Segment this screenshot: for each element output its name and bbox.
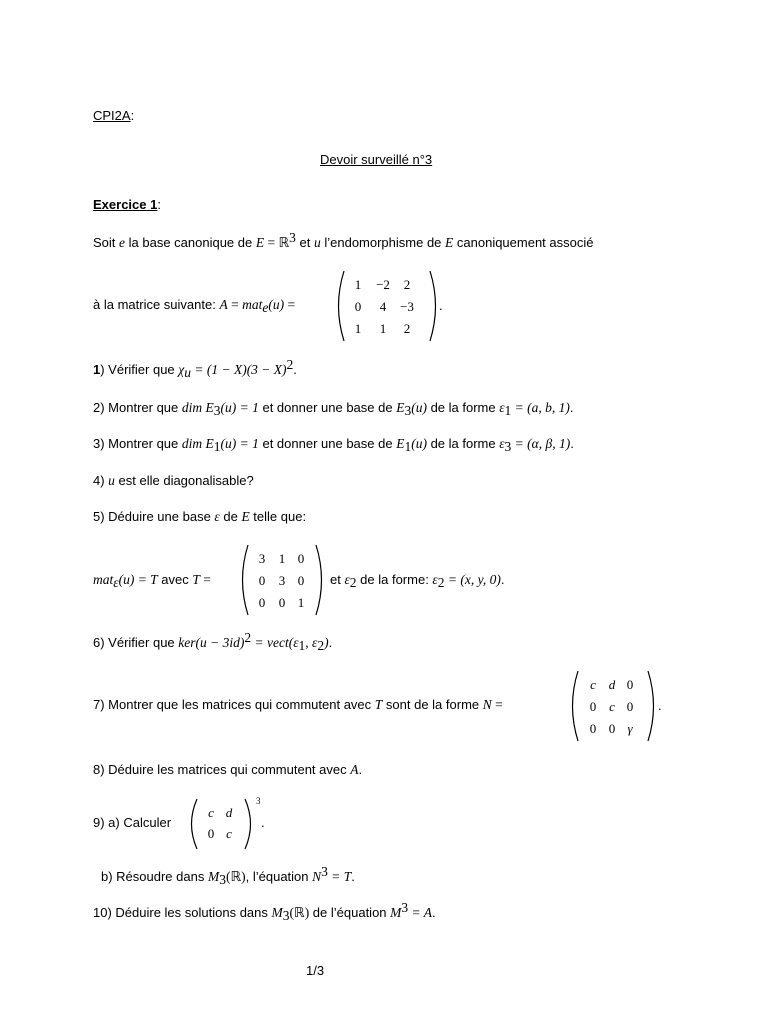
matrix-cell: 1 <box>379 321 387 336</box>
matrix-cell: 3 <box>258 551 266 566</box>
matrix-cell: 0 <box>589 721 597 736</box>
math: = <box>284 297 296 312</box>
text: 8) Déduire les matrices qui commutent avec <box>93 762 351 777</box>
math: = (α, β, 1) <box>511 436 571 451</box>
math: u <box>313 235 321 250</box>
right-parenthesis <box>316 545 322 615</box>
math: = A <box>408 905 433 920</box>
page-title <box>320 152 432 168</box>
question-3 <box>93 436 574 452</box>
math: N <box>482 697 492 712</box>
math: χ <box>178 362 185 377</box>
text: l’endomorphisme de <box>320 235 446 250</box>
math: (u) <box>411 436 427 451</box>
text: et <box>295 235 314 250</box>
math-sub: 1 <box>504 403 512 418</box>
text: et <box>330 572 345 587</box>
text: . <box>500 572 505 587</box>
math: M <box>271 905 283 920</box>
matrix-cell: 0 <box>626 677 634 692</box>
matrix-cell: −3 <box>400 299 414 314</box>
question-1 <box>93 357 297 380</box>
question-9a <box>93 815 171 831</box>
matrix-cell: c <box>226 826 232 841</box>
matrix-cell: c <box>590 677 596 692</box>
question-5-epsilon-form <box>330 572 504 588</box>
matrix-cell: 0 <box>608 721 616 736</box>
text: est elle diagonalisable? <box>114 473 254 488</box>
matrix-cell: 0 <box>258 595 266 610</box>
text: . <box>328 635 333 650</box>
math: (u) = 1 <box>220 400 259 415</box>
matrix-cell: 0 <box>589 699 597 714</box>
left-parenthesis <box>243 545 249 615</box>
math-sub: 2 <box>349 575 357 590</box>
matrix-n-period: . <box>658 698 662 713</box>
math: e <box>119 235 126 250</box>
text: 9) a) Calculer <box>93 815 172 830</box>
math: T <box>192 572 200 587</box>
question-9b <box>101 864 355 887</box>
math: ε <box>499 400 505 415</box>
matrix-cell: 4 <box>379 299 387 314</box>
question-4 <box>93 473 254 489</box>
text: Soit <box>93 235 120 250</box>
course-label: CPI2A: <box>93 108 135 123</box>
math-sub: 2 <box>317 638 325 653</box>
matrix-cell: −2 <box>376 277 390 292</box>
matrix-cell: 1 <box>278 551 286 566</box>
math: E <box>396 400 405 415</box>
math: = ℝ <box>264 235 290 250</box>
matrix-a-period: . <box>439 298 443 313</box>
math: dim E <box>181 400 214 415</box>
text: de la forme <box>426 400 500 415</box>
math: E <box>255 235 265 250</box>
math: ε <box>344 572 350 587</box>
math-sub: e <box>262 300 269 315</box>
math: = T <box>327 869 352 884</box>
left-parenthesis <box>573 671 579 741</box>
math: E <box>396 436 405 451</box>
math: (u) <box>411 400 427 415</box>
math-sub: 1 <box>213 439 221 454</box>
exercise-heading-text: Exercice 1 <box>93 197 158 212</box>
math-sub: 3 <box>404 403 412 418</box>
question-9a-period: . <box>261 815 265 830</box>
text: avec <box>157 572 193 587</box>
text: et donner une base de <box>258 400 397 415</box>
question-7 <box>93 697 503 713</box>
math: (u) = T <box>118 572 158 587</box>
text: . <box>358 762 363 777</box>
left-parenthesis <box>339 271 345 341</box>
math: (u) <box>268 297 285 312</box>
matrix-n <box>568 670 658 742</box>
course-name: CPI2A <box>93 108 131 123</box>
right-parenthesis <box>245 799 251 849</box>
math: M <box>207 869 220 884</box>
matrix-cell: d <box>225 805 233 820</box>
math: T <box>374 697 383 712</box>
page-number: 1/3 <box>306 963 325 978</box>
text: de la forme <box>426 436 500 451</box>
math-sup: 2 <box>286 357 294 372</box>
text: . <box>570 436 574 451</box>
math: = (x, y, 0) <box>444 572 501 587</box>
math: M <box>390 905 402 920</box>
text: . <box>293 362 297 377</box>
matrix-t <box>238 544 326 616</box>
right-parenthesis <box>430 271 436 341</box>
math: = vect(ε <box>251 635 299 650</box>
question-5-equation <box>93 572 211 588</box>
math: = (1 − X)(3 − X) <box>190 362 287 377</box>
math: E <box>445 235 454 250</box>
math: = <box>199 572 211 587</box>
matrix-cd <box>187 798 255 850</box>
exercise-heading: Exercice 1: <box>93 197 161 212</box>
matrix-cell: 0 <box>297 573 305 588</box>
matrix-cell: γ <box>627 721 633 736</box>
text: canoniquement associé <box>453 235 594 250</box>
math: (ℝ) <box>225 869 246 884</box>
text: la base canonique de <box>125 235 256 250</box>
text: ) Vérifier que <box>100 362 179 377</box>
text: . <box>432 905 436 920</box>
question-10 <box>93 900 436 923</box>
text: telle que: <box>249 509 307 524</box>
math: mat <box>93 572 114 587</box>
text: à la matrice suivante: <box>93 297 220 312</box>
math: dim E <box>181 436 214 451</box>
math-sub: 3 <box>219 872 226 887</box>
math-sup: 3 <box>321 864 328 879</box>
math: , ε <box>305 635 318 650</box>
text: de <box>219 509 242 524</box>
math: = <box>227 297 243 312</box>
text: 6) Vérifier que <box>93 635 179 650</box>
text: . <box>569 400 574 415</box>
matrix-a <box>334 270 440 342</box>
matrix-cell: 1 <box>297 595 305 610</box>
right-parenthesis <box>648 671 654 741</box>
question-6 <box>93 630 333 653</box>
matrix-cell: c <box>208 805 214 820</box>
question-5 <box>93 509 306 525</box>
text: 10) Déduire les solutions dans <box>93 905 272 920</box>
matrix-cell: 1 <box>354 321 362 336</box>
math-sub: u <box>184 365 191 380</box>
matrix-cell: 0 <box>207 826 215 841</box>
math: (u) = 1 <box>220 436 259 451</box>
question-2 <box>93 400 574 416</box>
text: 7) Montrer que les matrices qui commutent avec <box>93 697 375 712</box>
question-8 <box>93 762 362 778</box>
matrix-cell: 0 <box>626 699 634 714</box>
math-sub: 1 <box>298 638 306 653</box>
text: 4) <box>93 473 109 488</box>
matrix-cell: 1 <box>354 277 362 292</box>
math: ) <box>324 635 329 650</box>
math-sub: 2 <box>437 575 445 590</box>
math-sub: 1 <box>404 439 412 454</box>
intro-line-1 <box>93 230 594 251</box>
math-sub: ε <box>113 575 119 590</box>
math: N <box>312 869 322 884</box>
text: et donner une base de <box>258 436 397 451</box>
math-sup: 3 <box>401 900 409 915</box>
math: A <box>350 762 359 777</box>
text: 2) Montrer que <box>93 400 182 415</box>
text: de l’équation <box>309 905 391 920</box>
matrix-cell: 2 <box>403 277 411 292</box>
math-sup: 3 <box>289 230 296 245</box>
matrix-cell: 2 <box>403 321 411 336</box>
math: ε <box>214 509 220 524</box>
math: u <box>108 473 115 488</box>
matrix-cell: 0 <box>258 573 266 588</box>
math: (ℝ) <box>289 905 310 920</box>
math: ε <box>499 436 505 451</box>
math-sub: 3 <box>213 403 221 418</box>
math: E <box>241 509 250 524</box>
text: de la forme: <box>356 572 433 587</box>
matrix-exponent: 3 <box>256 796 261 806</box>
math: = (a, b, 1) <box>511 400 570 415</box>
text: b) Résoudre dans <box>101 869 208 884</box>
question-number: 1 <box>93 362 101 377</box>
text: . <box>351 869 355 884</box>
matrix-cell: 3 <box>278 573 286 588</box>
text: 3) Montrer que <box>93 436 182 451</box>
math-sub: 3 <box>504 439 512 454</box>
matrix-cell: d <box>608 677 616 692</box>
matrix-cell: 0 <box>278 595 286 610</box>
title-text: Devoir surveillé n°3 <box>320 152 433 167</box>
matrix-cell: c <box>609 699 615 714</box>
text: sont de la forme <box>382 697 483 712</box>
text: 5) Déduire une base <box>93 509 215 524</box>
intro-line-2 <box>93 297 295 313</box>
math: A <box>219 297 228 312</box>
left-parenthesis <box>192 799 198 849</box>
math-sub: 3 <box>282 908 290 923</box>
math: = <box>491 697 503 712</box>
text: , l’équation <box>245 869 313 884</box>
matrix-cell: 0 <box>297 551 305 566</box>
math: ker(u − 3id) <box>178 635 245 650</box>
math: ε <box>432 572 438 587</box>
math: mat <box>242 297 263 312</box>
matrix-cell: 0 <box>354 299 362 314</box>
math-sup: 2 <box>244 630 252 645</box>
